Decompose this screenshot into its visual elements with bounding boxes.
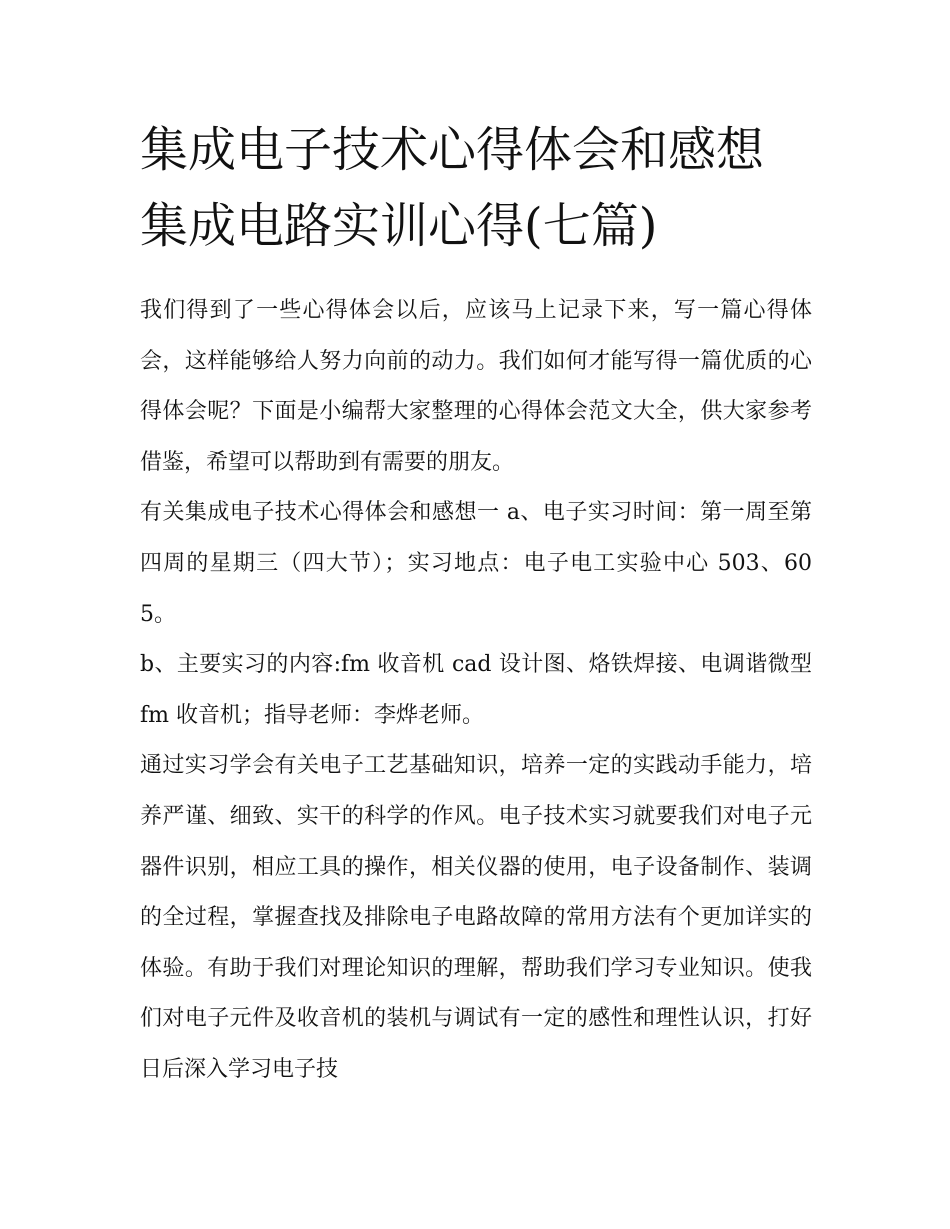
title-line-1: 集成电子技术心得体会和感想 <box>140 122 765 178</box>
paragraph-internship-gains: 通过实习学会有关电子工艺基础知识，培养一定的实践动手能力，培养严谨、细致、实干的科学的作风。电子技术实习就要我们对电子元器件识别，相应工具的操作，相关仪器的使用，电子设备制作、装调的全过程，掌握查找及排除电子电路故障的常用方法有个更加详实的体验。有助于我们对理论知识的理解，帮助我们学习专业知识。使我们对电子元件及收音机的装机与调试有一定的感性和理性认识，打好日后深入学习电子技 <box>140 753 812 1082</box>
paragraph-internship-time: 有关集成电子技术心得体会和感想一 a、电子实习时间：第一周至第四周的星期三（四大节）；实习地点：电子电工实验中心 503、605。 <box>140 500 812 627</box>
document-title <box>140 112 812 264</box>
paragraph-internship-content: b、主要实习的内容:fm 收音机 cad 设计图、烙铁焊接、电调谐微型 fm 收音机；指导老师：李烨老师。 <box>140 652 812 728</box>
document-page <box>140 112 812 1096</box>
paragraph-intro: 我们得到了一些心得体会以后，应该马上记录下来，写一篇心得体会，这样能够给人努力向前的动力。我们如何才能写得一篇优质的心得体会呢？下面是小编帮大家整理的心得体会范文大全，供大家参考借鉴，希望可以帮助到有需要的朋友。 <box>140 298 812 475</box>
title-line-2: 集成电路实训心得(七篇) <box>140 198 658 254</box>
